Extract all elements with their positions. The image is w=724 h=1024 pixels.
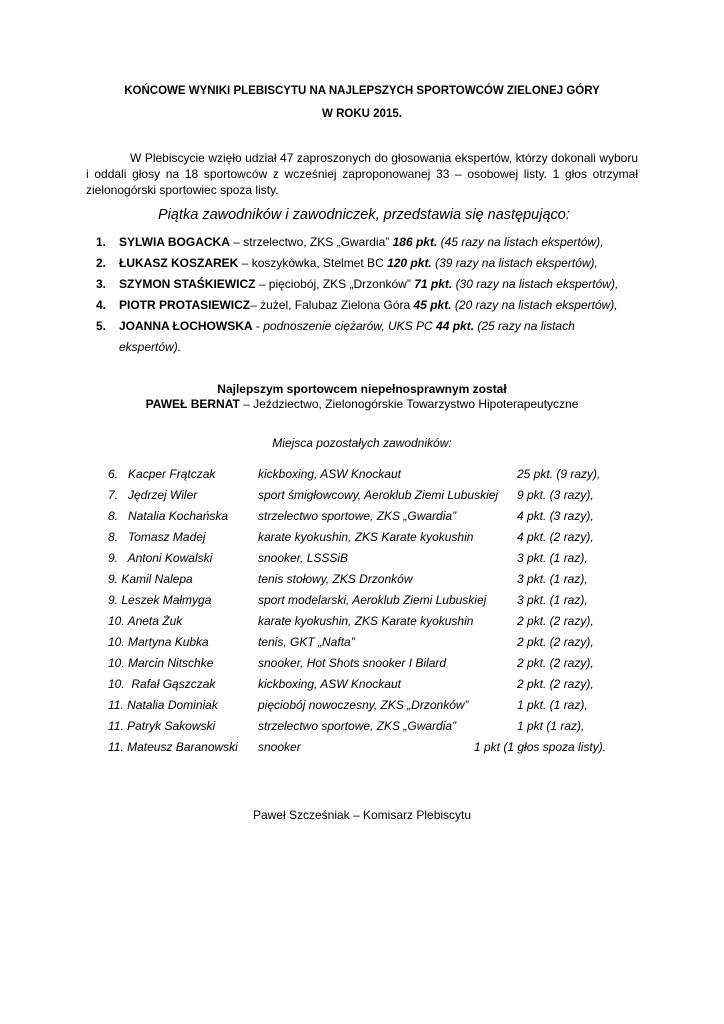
athlete-points: 1 pkt (1 głos spoza listy). — [474, 740, 607, 754]
top5-points: 71 pkt. — [414, 277, 453, 291]
others-row — [0, 464, 724, 485]
athlete-discipline: kickboxing, ASW Knockaut — [258, 467, 401, 481]
top5-item — [96, 274, 656, 295]
others-row — [0, 737, 724, 758]
athlete-discipline: pięciobój nowoczesny, ZKS „Drzonków” — [258, 698, 469, 712]
top5-sep: – — [250, 298, 261, 312]
athlete-name: 9. Antoni Kowalski — [108, 551, 213, 565]
athlete-points: 1 pkt. (1 raz), — [517, 698, 588, 712]
top5-text — [119, 232, 603, 253]
athlete-points: 9 pkt. (3 razy), — [517, 488, 594, 502]
top5-note-cont: ekspertów). — [119, 340, 182, 354]
athlete-discipline: karate kyokushin, ZKS Karate kyokushin — [258, 614, 474, 628]
top5-points: 186 pkt. — [392, 235, 438, 249]
top5-points: 120 pkt. — [387, 256, 432, 270]
top5-item — [96, 316, 656, 337]
athlete-discipline: sport śmigłowcowy, Aeroklub Ziemi Lubuskiej — [258, 488, 499, 502]
athlete-points: 2 pkt. (2 razy), — [517, 614, 594, 628]
top5-note: (20 razy na listach ekspertów), — [454, 298, 618, 312]
others-row — [0, 695, 724, 716]
top5-rank: 1. — [96, 235, 107, 249]
others-row — [0, 590, 724, 611]
top5-sep: – — [238, 256, 252, 270]
top5-list — [96, 232, 656, 358]
athlete-discipline: karate kyokushin, ZKS Karate kyokushin — [258, 530, 474, 544]
athlete-name: 8. Tomasz Madej — [108, 530, 206, 544]
top5-desc: podnoszenie ciężarów, UKS PC — [263, 319, 433, 333]
athlete-name: 6. Kacper Frątczak — [108, 467, 216, 481]
athlete-points: 4 pkt. (2 razy), — [517, 530, 594, 544]
others-row — [0, 674, 724, 695]
top5-note: (45 razy na listach ekspertów), — [440, 235, 604, 249]
athlete-name: 11. Mateusz Baranowski — [108, 740, 238, 754]
athlete-name: 8. Natalia Kochańska — [108, 509, 229, 523]
top5-rank: 4. — [96, 298, 107, 312]
disabled-athlete-desc: – Jeździectwo, Zielonogórskie Towarzystwo Hipoterapeutyczne — [239, 397, 579, 411]
others-row — [0, 527, 724, 548]
top5-desc: koszykówka, Stelmet BC — [251, 256, 384, 270]
top5-sep: – — [229, 235, 244, 249]
others-row — [0, 569, 724, 590]
others-row — [0, 653, 724, 674]
top5-rank: 3. — [96, 277, 107, 291]
athlete-discipline: strzelectwo sportowe, ZKS „Gwardia” — [258, 719, 457, 733]
athlete-points: 2 pkt. (2 razy), — [517, 656, 594, 670]
athlete-name: 11. Patryk Sakowski — [108, 719, 216, 733]
others-heading: Miejsca pozostałych zawodników: — [272, 436, 452, 450]
signature: Paweł Szcześniak – Komisarz Plebiscytu — [252, 808, 472, 822]
others-row — [0, 548, 724, 569]
athlete-points: 3 pkt. (1 raz), — [517, 551, 588, 565]
athlete-points: 2 pkt. (2 razy), — [517, 677, 594, 691]
top5-text — [119, 295, 618, 316]
others-row — [0, 611, 724, 632]
athlete-points: 1 pkt (1 raz), — [517, 719, 585, 733]
top5-item — [96, 253, 656, 274]
top5-rank: 5. — [96, 319, 107, 333]
top5-item — [96, 295, 656, 316]
top5-sep: - — [252, 319, 264, 333]
top5-name: SZYMON STAŚKIEWICZ — [119, 277, 256, 291]
top5-sep: – — [255, 277, 269, 291]
top5-text — [119, 253, 598, 274]
top5-name: PIOTR PROTASIEWICZ — [119, 298, 251, 312]
top5-desc: żużel, Falubaz Zielona Góra — [260, 298, 411, 312]
top5-points: 45 pkt. — [413, 298, 452, 312]
others-row — [0, 632, 724, 653]
athlete-discipline: snooker, LSSSiB — [258, 551, 349, 565]
others-row — [0, 506, 724, 527]
top5-name: ŁUKASZ KOSZAREK — [119, 256, 239, 270]
document-title-line-2: W ROKU 2015. — [322, 108, 402, 120]
intro-paragraph — [86, 150, 638, 198]
others-row — [0, 716, 724, 737]
top5-desc: pięciobój, ZKS „Drzonków” — [268, 277, 411, 291]
top5-name: JOANNA ŁOCHOWSKA — [119, 319, 253, 333]
top5-note: (30 razy na listach ekspertów), — [455, 277, 619, 291]
athlete-discipline: tenis, GKT „Nafta” — [258, 635, 355, 649]
athlete-name: 10. Rafał Gąszczak — [108, 677, 216, 691]
top5-text — [119, 274, 618, 295]
athlete-discipline: tenis stołowy, ZKS Drzonków — [258, 572, 413, 586]
athlete-name: 10. Aneta Żuk — [108, 614, 183, 628]
athlete-name: 11. Natalia Dominiak — [108, 698, 218, 712]
athlete-name: 7. Jędrzej Wiler — [108, 488, 198, 502]
athlete-points: 25 pkt. (9 razy), — [517, 467, 601, 481]
disabled-athlete-heading: Najlepszym sportowcem niepełnosprawnym został — [217, 382, 507, 396]
athlete-name: 10. Marcin Nitschke — [108, 656, 214, 670]
top5-heading: Piątka zawodników i zawodniczek, przedstawia się następująco: — [158, 207, 570, 223]
top5-item — [96, 232, 656, 253]
intro-text: W Plebiscycie wzięło udział 47 zaproszonych do głosowania ekspertów, którzy dokonali wyboru i oddali głosy na 18 sportowców z wcześniej zaproponowanej 33 – osobowej listy. 1 głos otrzymał zielonogórski sportowiec spoza listy. — [86, 151, 638, 197]
others-row — [0, 485, 724, 506]
disabled-athlete-line — [0, 396, 724, 412]
athlete-discipline: kickboxing, ASW Knockaut — [258, 677, 401, 691]
athlete-discipline: snooker — [258, 740, 301, 754]
athlete-points: 4 pkt. (3 razy), — [517, 509, 594, 523]
top5-points: 44 pkt. — [436, 319, 475, 333]
athlete-points: 2 pkt. (2 razy), — [517, 635, 594, 649]
athlete-name: 9. Kamil Nalepa — [108, 572, 193, 586]
athlete-discipline: snooker, Hot Shots snooker I Bilard — [258, 656, 447, 670]
athlete-discipline: sport modelarski, Aeroklub Ziemi Lubuskiej — [258, 593, 487, 607]
top5-rank: 2. — [96, 256, 107, 270]
athlete-name: 10. Martyna Kubka — [108, 635, 209, 649]
top5-text — [119, 316, 575, 337]
top5-note: (25 razy na listach — [477, 319, 575, 333]
athlete-discipline: strzelectwo sportowe, ZKS „Gwardia” — [258, 509, 457, 523]
top5-note: (39 razy na listach ekspertów), — [435, 256, 598, 270]
top5-desc: strzelectwo, ZKS „Gwardia” — [243, 235, 390, 249]
disabled-athlete-name: PAWEŁ BERNAT — [145, 397, 240, 411]
top5-name: SYLWIA BOGACKA — [119, 235, 230, 249]
athlete-name: 9. Leszek Małmyga — [108, 593, 212, 607]
others-list — [0, 464, 724, 758]
athlete-points: 3 pkt. (1 raz), — [517, 572, 588, 586]
top5-item-continuation — [96, 337, 656, 358]
document-title-line-1: KOŃCOWE WYNIKI PLEBISCYTU NA NAJLEPSZYCH SPORTOWCÓW ZIELONEJ GÓRY — [124, 85, 600, 97]
athlete-points: 3 pkt. (1 raz), — [517, 593, 588, 607]
